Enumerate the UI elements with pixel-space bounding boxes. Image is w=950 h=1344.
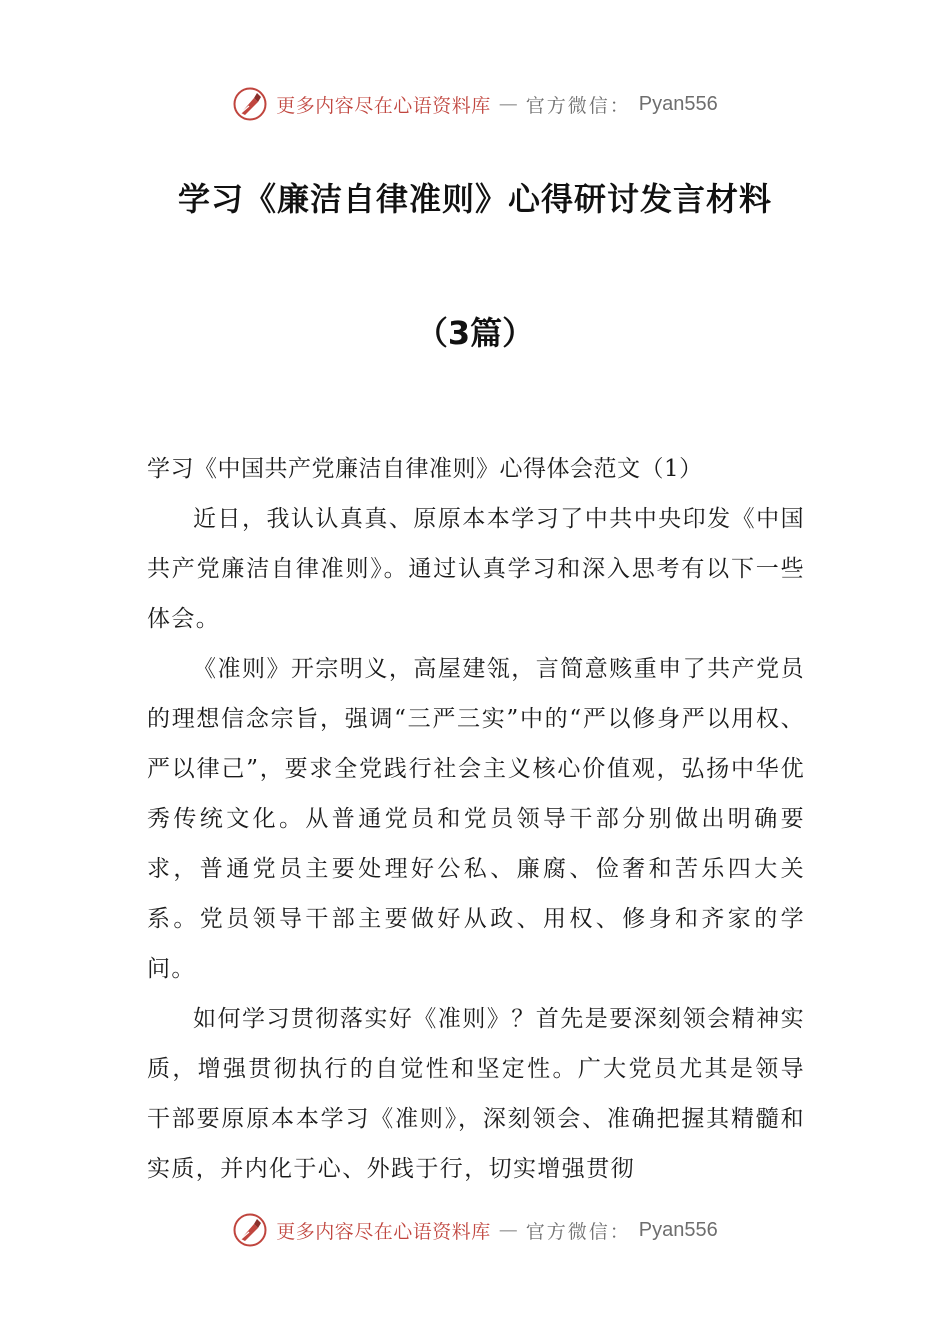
- banner-wechat-id: Pyan556: [638, 1218, 718, 1241]
- paragraph: 如何学习贯彻落实好《准则》？首先是要深刻领会精神实质，增强贯彻执行的自觉性和坚定性。广大党员尤其是领导干部要原原本本学习《准则》，深刻领会、准确把握其精髓和实质，并内化于心、外践于行，切实增强贯彻: [147, 1006, 805, 1182]
- banner-wechat-id: Pyan556: [638, 92, 718, 115]
- paragraph: 近日，我认认真真、原原本本学习了中共中央印发《中国共产党廉洁自律准则》。通过认真学习和深入思考有以下一些体会。: [147, 506, 805, 632]
- banner-separator: —: [498, 93, 518, 115]
- banner-text: 更多内容尽在心语资料库: [276, 94, 491, 117]
- banner-wechat-label: 官方微信：: [525, 94, 631, 117]
- document-title: 学习《廉洁自律准则》心得研讨发言材料: [177, 180, 772, 218]
- document-body: [147, 444, 805, 1194]
- pen-nib-logo-icon: [232, 86, 268, 122]
- paragraph: 《准则》开宗明义，高屋建瓴，言简意赅重申了共产党员的理想信念宗旨，强调“三严三实”中的“严以修身严以用权、严以律己”，要求全党践行社会主义核心价值观，弘扬中华优秀传统文化。从普通党员和党员领导干部分别做出明确要求，普通党员主要处理好公私、廉腐、俭奢和苦乐四大关系。党员领导干部主要做好从政、用权、修身和齐家的学问。: [147, 656, 805, 982]
- pen-nib-logo-icon: [232, 1212, 268, 1248]
- banner-wechat-label: 官方微信：: [525, 1220, 631, 1243]
- banner-separator: —: [498, 1219, 518, 1241]
- section-heading: 学习《中国共产党廉洁自律准则》心得体会范文（1）: [147, 456, 703, 482]
- footer-banner: [0, 1208, 950, 1252]
- banner-text: 更多内容尽在心语资料库: [276, 1220, 491, 1243]
- document-subtitle: （3篇）: [415, 314, 535, 352]
- header-banner: [0, 82, 950, 126]
